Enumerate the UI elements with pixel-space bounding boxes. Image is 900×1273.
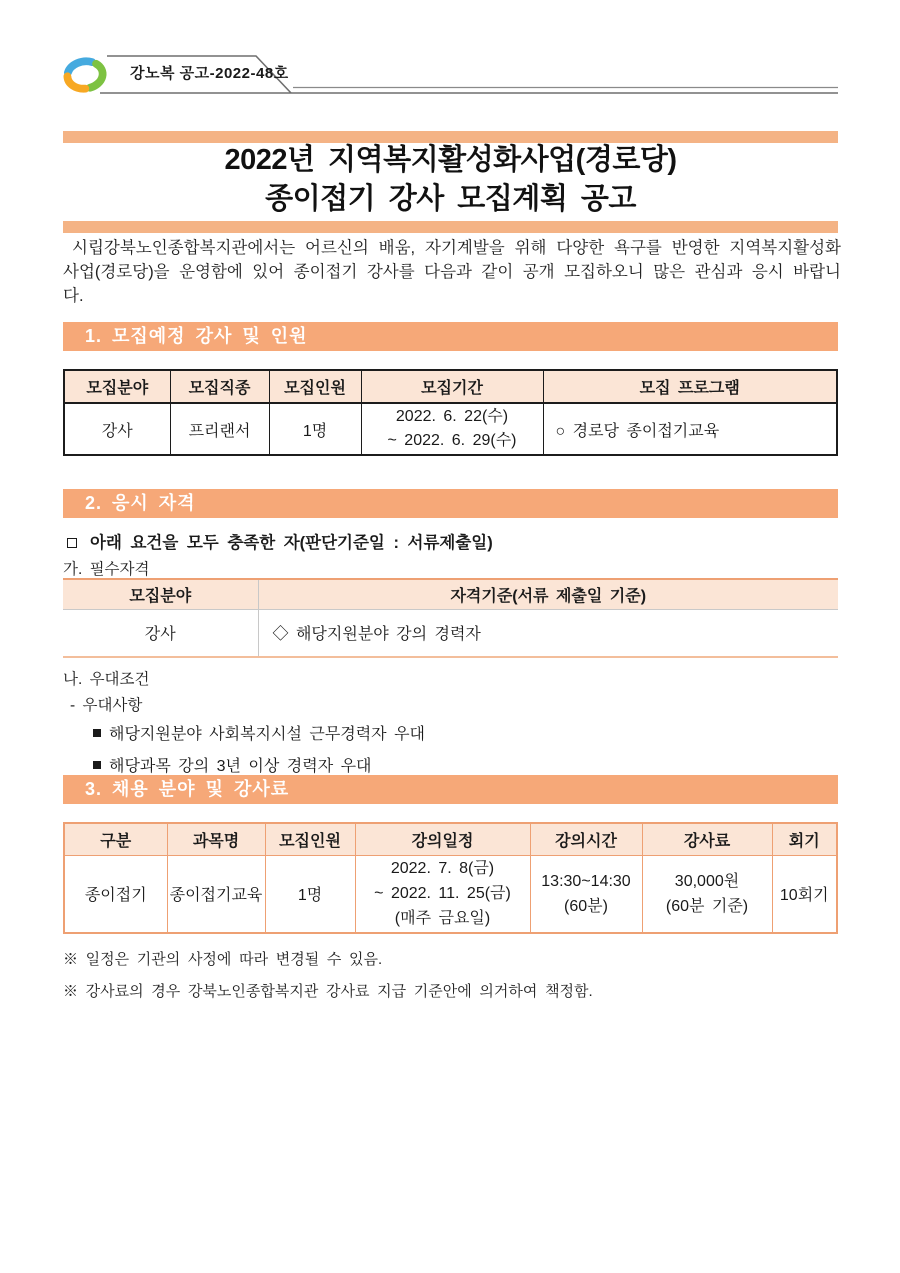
- title-bottom-bar: [63, 221, 838, 233]
- col-header-count: 모집인원: [265, 823, 355, 855]
- col-header-fee: 강사료: [642, 823, 772, 855]
- table-header-row: [64, 370, 837, 403]
- cell-category: 종이접기: [64, 855, 167, 933]
- cell-sessions: 10회기: [772, 855, 837, 933]
- cell-program: ○ 경로당 종이접기교육: [543, 403, 837, 455]
- col-header-category: 구분: [64, 823, 167, 855]
- table-row: [64, 403, 837, 455]
- table-row: [64, 855, 837, 933]
- page-title-line2: 종이접기 강사 모집계획 공고: [265, 183, 636, 215]
- footnote: ※ 일정은 기관의 사정에 따라 변경될 수 있음.: [63, 951, 383, 968]
- col-header-field: 모집분야: [64, 370, 170, 403]
- preferred-item: 해당지원분야 사회복지시설 근무경력자 우대: [63, 721, 425, 744]
- cell-criteria: ◇ 해당지원분야 강의 경력자: [258, 609, 838, 657]
- section-heading-3: 3. 채용 분야 및 강사료: [63, 775, 838, 804]
- cell-period: 2022. 6. 22(수) ~ 2022. 6. 29(수): [361, 403, 543, 455]
- filled-square-bullet-icon: [93, 729, 101, 737]
- table-row: [63, 609, 838, 657]
- intro-paragraph: 시립강북노인종합복지관에서는 어르신의 배움, 자기계발을 위해 다양한 욕구를 반영한 지역복지활성화사업(경로당)을 운영함에 있어 종이접기 강사를 다음과 같이 공개 모집하오니 많은 관심과 응시 바랍니다.: [63, 239, 841, 305]
- qualification-table: [63, 578, 838, 658]
- col-header-schedule: 강의일정: [355, 823, 530, 855]
- cell-fee: 30,000원 (60분 기준): [642, 855, 772, 933]
- hollow-square-bullet-icon: [67, 538, 77, 548]
- col-header-criteria: 자격기준(서류 제출일 기준): [258, 579, 838, 609]
- col-header-field: 모집분야: [63, 579, 258, 609]
- page-title-line1: 2022년 지역복지활성화사업(경로당): [224, 144, 677, 176]
- hiring-detail-table: [63, 822, 838, 934]
- cell-job-type: 프리랜서: [170, 403, 269, 455]
- col-header-program: 모집 프로그램: [543, 370, 837, 403]
- document-number: 강노복 공고-2022-48호: [130, 65, 289, 82]
- col-header-time: 강의시간: [530, 823, 642, 855]
- cell-schedule: 2022. 7. 8(금) ~ 2022. 11. 25(금) (매주 금요일): [355, 855, 530, 933]
- col-header-period: 모집기간: [361, 370, 543, 403]
- section-heading-2: 2. 응시 자격: [63, 489, 838, 518]
- page-title: [63, 141, 838, 219]
- table-header-row: [64, 823, 837, 855]
- requirement-note: 아래 요건을 모두 충족한 자(판단기준일 : 서류제출일): [63, 529, 493, 553]
- col-header-subject: 과목명: [167, 823, 265, 855]
- cell-count: 1명: [265, 855, 355, 933]
- section-heading-1: 1. 모집예정 강사 및 인원: [63, 322, 838, 351]
- cell-field: 강사: [144, 626, 176, 644]
- filled-square-bullet-icon: [93, 761, 101, 769]
- cell-count: 1명: [269, 403, 361, 455]
- cell-subject: 종이접기교육: [167, 855, 265, 933]
- cell-field: 강사: [64, 403, 170, 455]
- cell-time: 13:30~14:30 (60분): [530, 855, 642, 933]
- sub-label-preferred: 나. 우대조건: [63, 671, 150, 688]
- preferred-item: 해당과목 강의 3년 이상 경력자 우대: [63, 753, 372, 776]
- col-header-count: 모집인원: [269, 370, 361, 403]
- sub-label-required: 가. 필수자격: [63, 561, 150, 578]
- preferred-items-label: - 우대사항: [70, 697, 143, 714]
- col-header-job-type: 모집직종: [170, 370, 269, 403]
- footnote: ※ 강사료의 경우 강북노인종합복지관 강사료 지급 기준안에 의거하여 책정함.: [63, 983, 593, 1000]
- col-header-sessions: 회기: [772, 823, 837, 855]
- table-header-row: [63, 579, 838, 609]
- recruitment-overview-table: [63, 369, 838, 456]
